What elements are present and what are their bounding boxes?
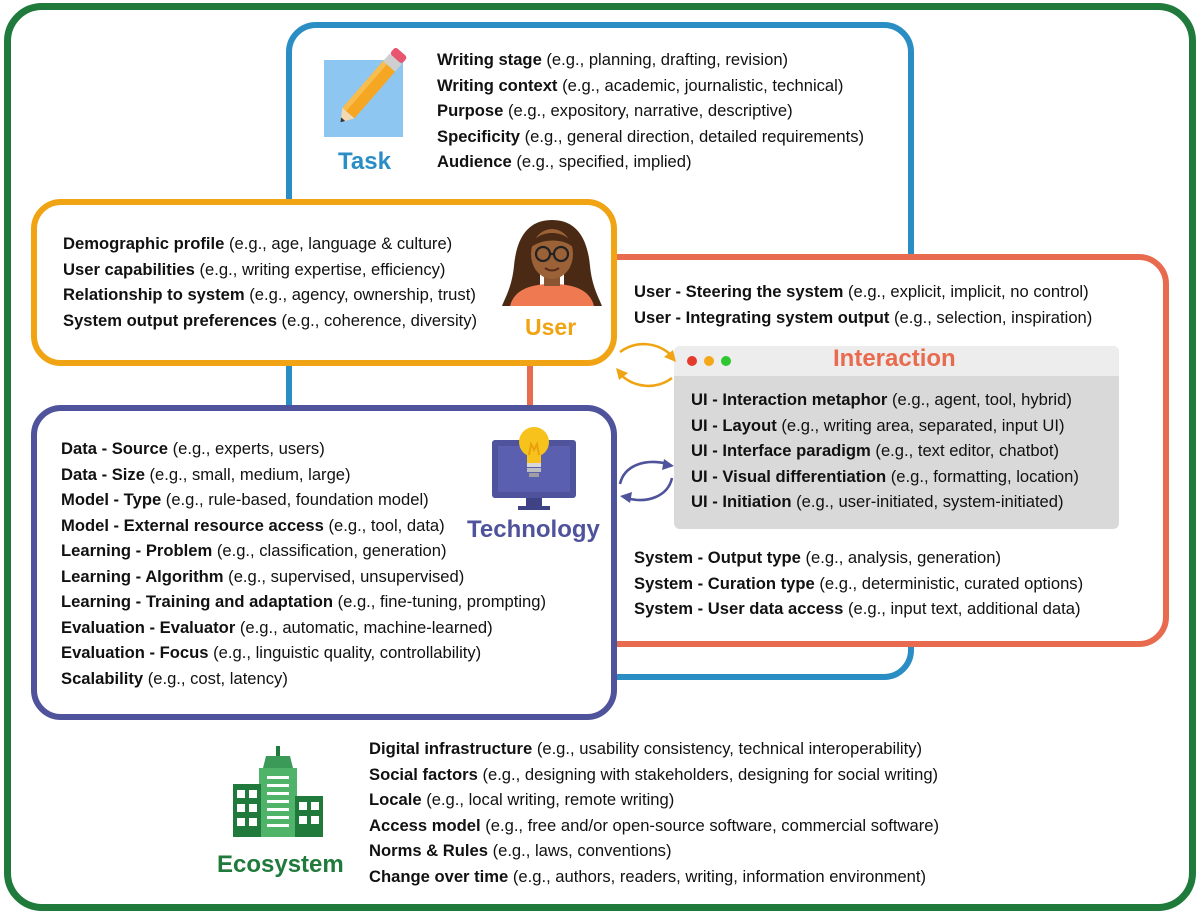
ecosystem-item: Norms & Rules (e.g., laws, conventions) <box>369 841 672 860</box>
technology-list <box>61 436 546 691</box>
person-avatar-icon <box>500 214 604 310</box>
task-item: Writing stage (e.g., planning, drafting, revision) <box>437 50 789 69</box>
pencil-icon <box>324 46 420 138</box>
ecosystem-item: Access model (e.g., free and/or open-source software, commercial software) <box>369 815 939 835</box>
task-item: Audience (e.g., specified, implied) <box>437 152 692 171</box>
interaction-title: Interaction <box>833 345 956 372</box>
technology-title: Technology <box>467 516 600 543</box>
red-dot-icon <box>687 356 697 366</box>
interaction-ui-list <box>691 387 1079 515</box>
ecosystem-item: Locale (e.g., local writing, remote writing) <box>369 790 675 809</box>
interaction-system-list <box>634 545 1083 622</box>
ecosystem-list <box>369 736 939 889</box>
technology-item: Data - Size (e.g., small, medium, large) <box>61 464 351 484</box>
interaction-user-list <box>634 279 1092 330</box>
technology-interaction-cycle-arrows-icon <box>614 454 678 508</box>
user-item: Demographic profile (e.g., age, language & culture) <box>63 234 453 253</box>
technology-item: Learning - Problem (e.g., classification, generation) <box>61 541 447 560</box>
ecosystem-item: Change over time (e.g., authors, readers, writing, information environment) <box>369 866 927 886</box>
technology-item: Model - Type (e.g., rule-based, foundation model) <box>61 490 429 509</box>
technology-item: Scalability (e.g., cost, latency) <box>61 668 288 688</box>
task-item: Specificity (e.g., general direction, detailed requirements) <box>437 126 865 146</box>
monitor-lightbulb-icon <box>490 422 580 512</box>
ecosystem-item: Digital infrastructure (e.g., usability consistency, technical interoperability) <box>369 739 923 758</box>
interaction-ui-item: UI - Visual differentiation (e.g., formatting, location) <box>691 466 1079 486</box>
task-item: Purpose (e.g., expository, narrative, descriptive) <box>437 101 793 120</box>
interaction-ui-item: UI - Initiation (e.g., user-initiated, system-initiated) <box>691 492 1064 511</box>
interaction-system-item: System - User data access (e.g., input text, additional data) <box>634 599 1081 618</box>
interaction-ui-item: UI - Layout (e.g., writing area, separated, input UI) <box>691 415 1065 435</box>
green-dot-icon <box>721 356 731 366</box>
ecosystem-title: Ecosystem <box>217 851 344 878</box>
interaction-system-item: System - Output type (e.g., analysis, generation) <box>634 548 1002 567</box>
yellow-dot-icon <box>704 356 714 366</box>
technology-item: Model - External resource access (e.g., tool, data) <box>61 515 445 535</box>
user-item: Relationship to system (e.g., agency, ownership, trust) <box>63 285 476 304</box>
ecosystem-item: Social factors (e.g., designing with stakeholders, designing for social writing) <box>369 764 939 784</box>
interaction-user-item: User - Integrating system output (e.g., selection, inspiration) <box>634 307 1093 327</box>
user-interaction-cycle-arrows-icon <box>612 340 682 392</box>
interaction-system-item: System - Curation type (e.g., deterministic, curated options) <box>634 573 1084 593</box>
user-item: System output preferences (e.g., coherence, diversity) <box>63 310 478 330</box>
user-title: User <box>525 314 577 340</box>
user-list <box>63 231 477 333</box>
technology-item: Data - Source (e.g., experts, users) <box>61 439 325 458</box>
technology-item: Evaluation - Evaluator (e.g., automatic, machine-learned) <box>61 617 493 637</box>
technology-item: Learning - Algorithm (e.g., supervised, unsupervised) <box>61 566 465 586</box>
user-item: User capabilities (e.g., writing expertise, efficiency) <box>63 259 446 279</box>
technology-item: Evaluation - Focus (e.g., linguistic quality, controllability) <box>61 643 482 662</box>
interaction-ui-item: UI - Interface paradigm (e.g., text editor, chatbot) <box>691 441 1059 460</box>
city-buildings-icon <box>233 744 323 838</box>
task-item: Writing context (e.g., academic, journalistic, technical) <box>437 75 844 95</box>
task-list <box>437 47 864 175</box>
technology-item: Learning - Training and adaptation (e.g., fine-tuning, prompting) <box>61 592 547 611</box>
interaction-ui-item: UI - Interaction metaphor (e.g., agent, tool, hybrid) <box>691 390 1072 409</box>
task-title: Task <box>338 148 391 175</box>
interaction-user-item: User - Steering the system (e.g., explicit, implicit, no control) <box>634 282 1089 301</box>
